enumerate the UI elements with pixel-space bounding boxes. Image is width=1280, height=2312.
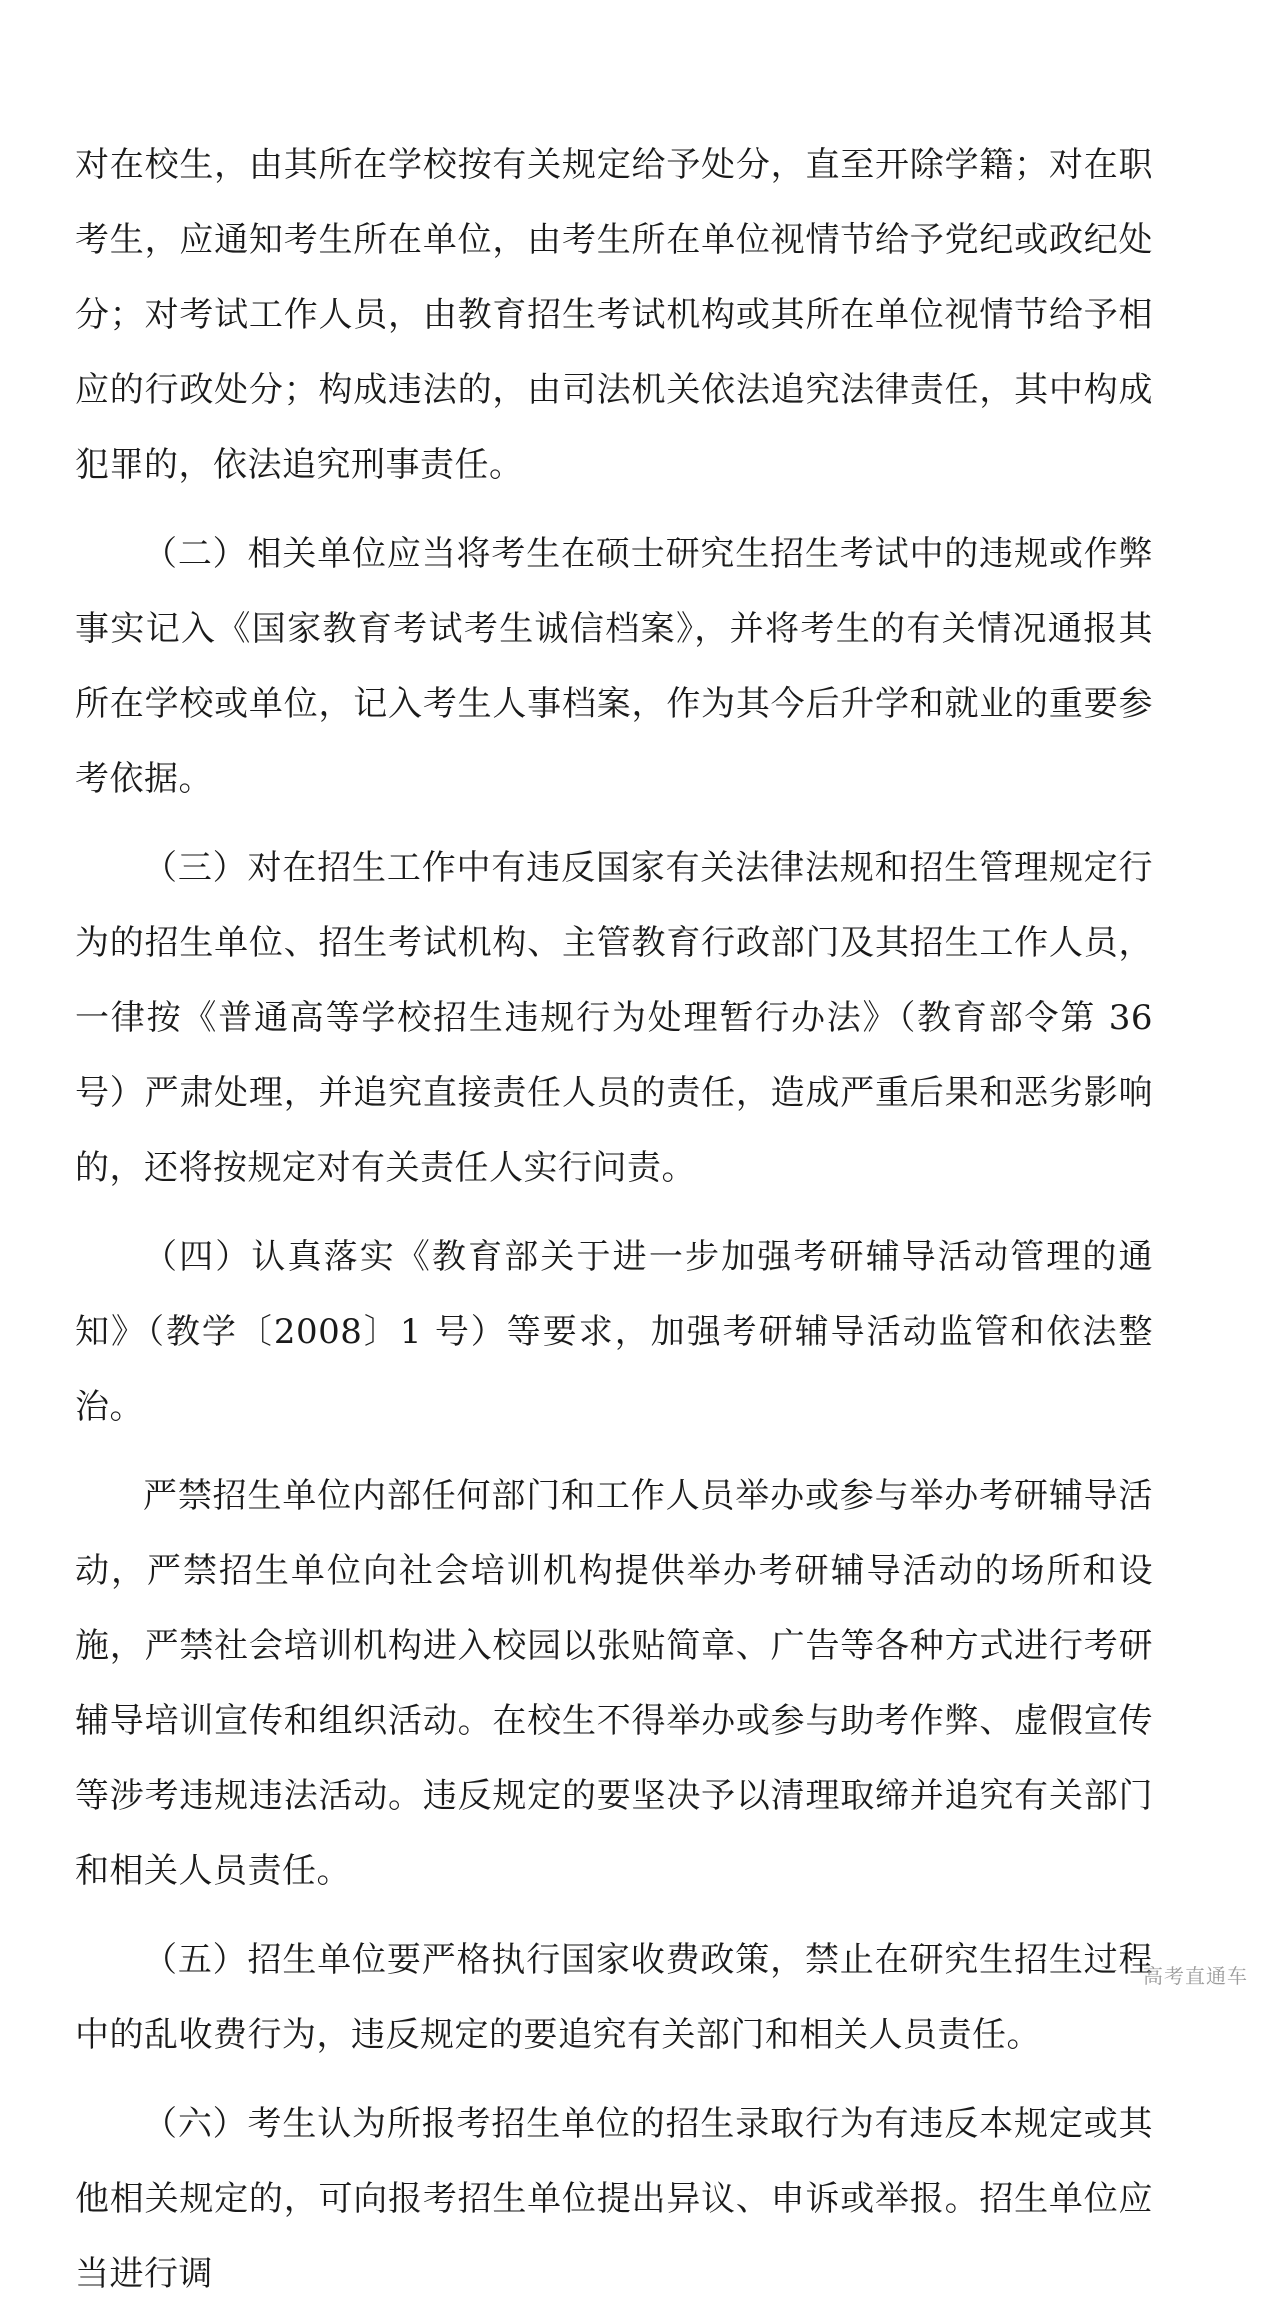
watermark-logo: 高考直通车 [1143,1964,1248,1988]
paragraph-penalties-continued: 对在校生，由其所在学校按有关规定给予处分，直至开除学籍；对在职考生，应通知考生所在单位，由考生所在单位视情节给予党纪或政纪处分；对考试工作人员，由教育招生考试机构或其所在单位视情节给予相应的行政处分；构成违法的，由司法机关依法追究法律责任，其中构成犯罪的，依法追究刑事责任。 [75,145,1153,485]
paragraph-tutoring-ban: 严禁招生单位内部任何部门和工作人员举办或参与举办考研辅导活动，严禁招生单位向社会培训机构提供举办考研辅导活动的场所和设施，严禁社会培训机构进入校园以张贴简章、广告等各种方式进行考研辅导培训宣传和组织活动。在校生不得举办或参与助考作弊、虚假宣传等涉考违规违法活动。违反规定的要坚决予以清理取缔并追究有关部门和相关人员责任。 [75,1476,1153,1891]
document-body [75,128,1153,2312]
paragraph-item-6: （六）考生认为所报考招生单位的招生录取行为有违反本规定或其他相关规定的，可向报考招生单位提出异议、申诉或举报。招生单位应当进行调 [75,2104,1153,2294]
paragraph-item-4: （四）认真落实《教育部关于进一步加强考研辅导活动管理的通知》（教学〔2008〕1 号）等要求，加强考研辅导活动监管和依法整治。 [75,1237,1153,1427]
paragraph-item-3: （三）对在招生工作中有违反国家有关法律法规和招生管理规定行为的招生单位、招生考试机构、主管教育行政部门及其招生工作人员，一律按《普通高等学校招生违规行为处理暂行办法》（教育部令第 36 号）严肃处理，并追究直接责任人员的责任，造成严重后果和恶劣影响的，还将按规定对有关责任人实行问责。 [75,848,1153,1188]
paragraph-item-5: （五）招生单位要严格执行国家收费政策，禁止在研究生招生过程中的乱收费行为，违反规定的要追究有关部门和相关人员责任。 [75,1940,1153,2055]
paragraph-item-2: （二）相关单位应当将考生在硕士研究生招生考试中的违规或作弊事实记入《国家教育考试考生诚信档案》，并将考生的有关情况通报其所在学校或单位，记入考生人事档案，作为其今后升学和就业的重要参考依据。 [75,534,1153,799]
